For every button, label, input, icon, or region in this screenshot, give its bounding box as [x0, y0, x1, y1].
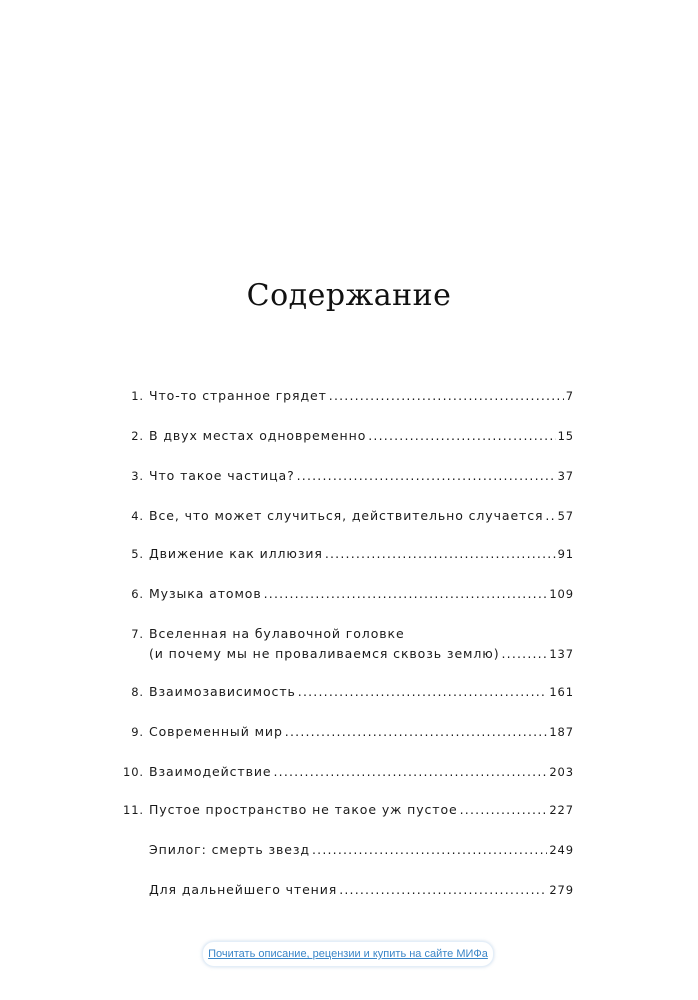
- toc-entry-1[interactable]: [112, 386, 574, 406]
- toc-entry-further-reading[interactable]: [112, 880, 574, 900]
- toc-entry-5[interactable]: [112, 544, 574, 564]
- toc-page-number: 15: [557, 429, 574, 443]
- toc-number: 5.: [131, 547, 144, 561]
- toc-title: В двух местах одновременно: [149, 428, 367, 443]
- toc-page-number: 187: [549, 725, 574, 739]
- toc-number: 11.: [123, 803, 144, 817]
- toc-entry-6[interactable]: [112, 584, 574, 604]
- toc-page-number: 137: [549, 647, 574, 661]
- toc-entry-10[interactable]: [112, 762, 574, 782]
- toc-title: Что-то странное грядет: [149, 388, 327, 403]
- toc-title: Эпилог: смерть звезд: [149, 842, 310, 857]
- toc-number: 7.: [131, 627, 144, 641]
- toc-number: 6.: [131, 587, 144, 601]
- toc-leader-dots: [368, 426, 555, 446]
- toc-entry-11[interactable]: [112, 800, 574, 820]
- toc-page-number: 279: [549, 883, 574, 897]
- toc-title: Пустое пространство не такое уж пустое: [149, 802, 458, 817]
- toc-page-number: 7: [565, 389, 574, 403]
- toc-leader-dots: [545, 506, 555, 526]
- toc-leader-dots: [325, 544, 556, 564]
- toc-title-line-2: (и почему мы не проваливаемся сквозь землю): [149, 646, 500, 661]
- toc-page-number: 161: [549, 685, 574, 699]
- toc-page-number: 227: [549, 803, 574, 817]
- toc-leader-dots: [285, 722, 548, 742]
- toc-entry-7[interactable]: [112, 624, 574, 664]
- toc-leader-dots: [297, 466, 556, 486]
- toc-number: 1.: [131, 389, 144, 403]
- toc-title: Современный мир: [149, 724, 283, 739]
- toc-number: 9.: [131, 725, 144, 739]
- page-title: Содержание: [246, 278, 452, 313]
- toc-title: Движение как иллюзия: [149, 546, 323, 561]
- toc-page-number: 109: [549, 587, 574, 601]
- toc-leader-dots: [298, 682, 548, 702]
- toc-entry-epilogue[interactable]: [112, 840, 574, 860]
- toc-title: Взаимозависимость: [149, 684, 296, 699]
- mifa-store-link[interactable]: Почитать описание, рецензии и купить на сайте МИФа: [202, 941, 494, 967]
- toc-number: 4.: [131, 509, 144, 523]
- toc-leader-dots: [264, 584, 548, 604]
- toc-title: Что такое частица?: [149, 468, 295, 483]
- toc-leader-dots: [273, 762, 547, 782]
- toc-entry-2[interactable]: [112, 426, 574, 446]
- toc-number: 3.: [131, 469, 144, 483]
- toc-page-number: 249: [549, 843, 574, 857]
- toc-number: 2.: [131, 429, 144, 443]
- toc-title: Все, что может случиться, действительно случается: [149, 508, 544, 523]
- toc-entry-9[interactable]: [112, 722, 574, 742]
- toc-number: 8.: [131, 685, 144, 699]
- toc-title-line-1: Вселенная на булавочной головке: [149, 626, 405, 641]
- toc-page-number: 203: [549, 765, 574, 779]
- toc-number: 10.: [123, 765, 144, 779]
- toc-title: Музыка атомов: [149, 586, 262, 601]
- toc-entry-3[interactable]: [112, 466, 574, 486]
- toc-leader-dots: [339, 880, 547, 900]
- toc-leader-dots: [329, 386, 564, 406]
- toc-leader-dots: [501, 644, 547, 664]
- toc-page-number: 91: [557, 547, 574, 561]
- toc-leader-dots: [312, 840, 547, 860]
- toc-page-number: 57: [557, 509, 574, 523]
- toc-leader-dots: [460, 800, 548, 820]
- toc-entry-8[interactable]: [112, 682, 574, 702]
- toc-entry-4[interactable]: [112, 506, 574, 526]
- toc-page-number: 37: [557, 469, 574, 483]
- toc-title: Взаимодействие: [149, 764, 272, 779]
- toc-title: Для дальнейшего чтения: [149, 882, 338, 897]
